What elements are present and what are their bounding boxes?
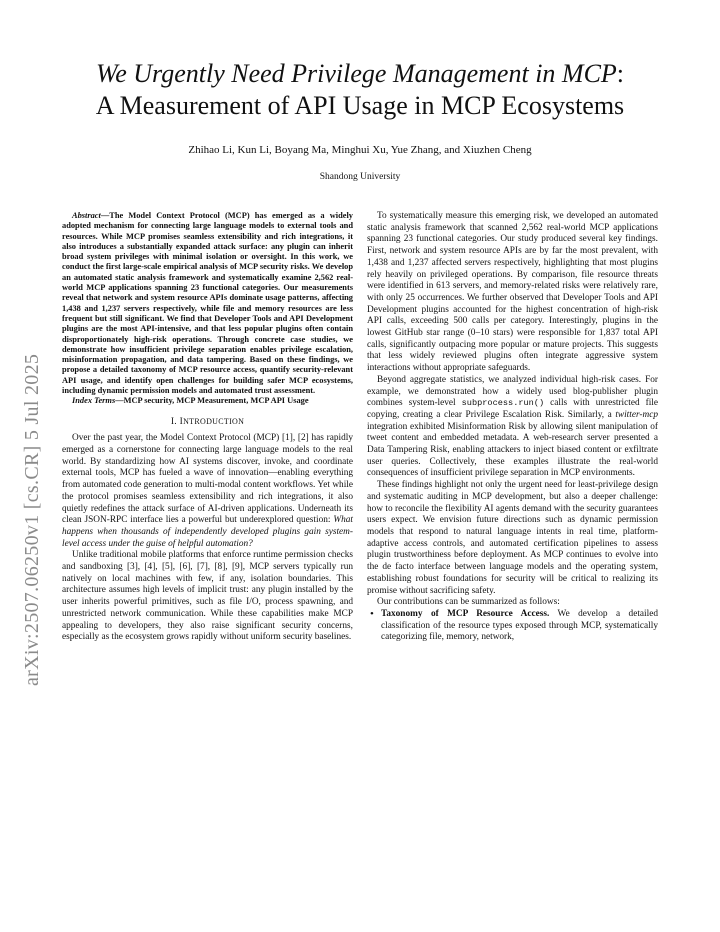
intro-paragraph-2: Unlike traditional mobile platforms that enforce runtime permission checks and sandboxing [3], [4], [5], [6], [7], [8], [9], MCP servers typically run natively on local machines with few, if any, isolation boundaries. This architecture assumes high levels of implicit trust: any plugin installed by the user inherits powerful primitives, such as file I/O, process spawning, and unrestricted network communication. While these capabilities make MCP appealing to developers, they also raise significant security concerns, especially as the ecosystem grows rapidly without uniform security baselines.: [62, 550, 353, 643]
inline-code: subprocess.run(): [461, 398, 545, 409]
abstract-text: —The Model Context Protocol (MCP) has emerged as a widely adopted mechanism for connecting large language models to external tools and resources. While MCP promises seamless extensibility and rich integrations, it also introduces a substantially expanded attack surface: any plugin can inherit broad system privileges with minimal isolation or oversight. In this work, we conduct the first large-scale empirical analysis of MCP security risks. We develop an automated static analysis framework and systematically examine 2,562 real-world MCP applications spanning 23 functional categories. Our measurements reveal that network and system resource APIs dominate usage patterns, affecting 1,438 and 1,237 servers respectively, while file and memory resources are less frequent but still significant. We find that Developer Tools and API Development plugins are the most API-intensive, and that less popular plugins often contain disproportionately high-risk operations. Through concrete case studies, we demonstrate how insufficient privilege separation enables privilege escalation, misinformation propagation, and data tampering. Based on these findings, we propose a detailed taxonomy of MCP resource access, quantify security-relevant API usage, and identify open challenges for building safer MCP ecosystems, including dynamic permission models and automated trust assessment.: [62, 211, 353, 396]
index-terms-lead: Index Terms: [72, 396, 116, 406]
paper-title: [40, 58, 680, 122]
right-paragraph-1: To systematically measure this emerging risk, we developed an automated static analysis framework that scanned 2,562 real-world MCP applications spanning 23 functional categories. Our study produced several key findings. First, network and system resource APIs are by far the most prevalent, with 1,438 and 1,237 affected servers respectively, highlighting that most plugins rely heavily on privileged operations. By comparison, file resource threats were identified in 613 servers, and memory-related risks were relatively rare, with only 25 occurrences. We further observed that Developer Tools and API Development plugins accounted for the highest concentration of high-risk API calls, exceeding 500 calls per category. Interestingly, plugins in the lowest GitHub star range (0–10 stars) were responsible for 1,837 total API calls, significantly outpacing more popular or mature projects. This suggests that less widely reviewed plugins often integrate aggressive system interactions without appropriate safeguards.: [367, 211, 658, 374]
contribution-text: We develop a detailed classification of the resource types exposed through MCP, systematically categorizing file, memory, network,: [381, 608, 658, 643]
right-paragraph-3: These findings highlight not only the urgent need for least-privilege design and systematic auditing in MCP development, but also a deeper challenge: how to reconcile the flexibility AI agents demand with the security guarantees users expect. We envision future directions such as dynamic permission models that respond to natural language intents in real time, platform-adaptive access controls, and automated certification pipelines to assess plugin trustworthiness before deployment. As MCP continues to evolve into the de facto interface between language models and the operating system, establishing robust foundations for security will be critical to realizing its promise without sacrificing safety.: [367, 480, 658, 596]
index-terms: [62, 396, 353, 406]
right-p2-after-code: calls with unrestricted file copying, creating a clear Privilege Escalation Risk. Similarly, a: [367, 398, 658, 420]
section-numeral: I.: [170, 416, 177, 427]
right-p2-emphasis: twitter-mcp: [615, 409, 658, 420]
contribution-title: Taxonomy of MCP Resource Access.: [381, 608, 550, 619]
affiliation: Shandong University: [319, 172, 401, 182]
left-column: [62, 211, 353, 644]
abstract: [62, 211, 353, 396]
title-italic: We Urgently Need Privilege Management in MCP: [95, 59, 617, 88]
right-column: [367, 211, 658, 644]
abstract-lead: Abstract: [72, 211, 101, 220]
right-p2-before-code: Beyond aggregate statistics, we analyzed individual high-risk cases. For example, we demonstrated how a widely used blog-publisher plugin combines system-level: [367, 374, 658, 409]
right-paragraph-2: [367, 375, 658, 480]
section-heading-introduction: [62, 416, 353, 429]
right-paragraph-4: Our contributions can be summarized as follows:: [377, 597, 560, 608]
section-first-letter: I: [179, 416, 184, 427]
title-colon: :: [616, 59, 625, 88]
intro-paragraph-1: [62, 433, 353, 550]
title-line-2: A Measurement of API Usage in MCP Ecosystems: [95, 91, 625, 120]
contribution-item: [381, 609, 658, 644]
right-p2-rest: integration exhibited Misinformation Risk by allowing silent manipulation of tweet content and embedded metadata. A web-research server presented a Data Tampering Risk, enabling attackers to inject biased content or exfiltrate user queries. Collectively, these examples illustrate the real-world consequences of insufficient privilege separation in MCP environments.: [367, 421, 658, 479]
title-line-1: [40, 58, 680, 90]
arxiv-identifier: arXiv:2507.06250v1 [cs.CR] 5 Jul 2025: [21, 353, 43, 686]
author-list: Zhihao Li, Kun Li, Boyang Ma, Minghui Xu, Yue Zhang, and Xiuzhen Cheng: [188, 144, 532, 156]
contributions-list: [367, 609, 658, 644]
intro-p1-text: Over the past year, the Model Context Protocol (MCP) [1], [2] has rapidly emerged as a cornerstone for connecting large language models to the real world. By standardizing how AI systems discover, invoke, and coordinate external tools, MCP has fueled a wave of innovation—enabling everything from automated code generation to multi-modal content workflows. Yet while the protocol promises seamless extensibility and rich integrations, it also quietly redefines the attack surface of AI-driven applications. Underneath its clean JSON-RPC interface lies a powerful but underexplored question:: [62, 433, 353, 526]
section-title-rest: NTRODUCTION: [183, 416, 245, 426]
intro-p1-emphasis: What happens when thousands of independently developed plugins gain system-level access under the guise of helpful automation?: [62, 515, 353, 549]
index-terms-text: —MCP security, MCP Measurement, MCP API Usage: [115, 396, 309, 406]
